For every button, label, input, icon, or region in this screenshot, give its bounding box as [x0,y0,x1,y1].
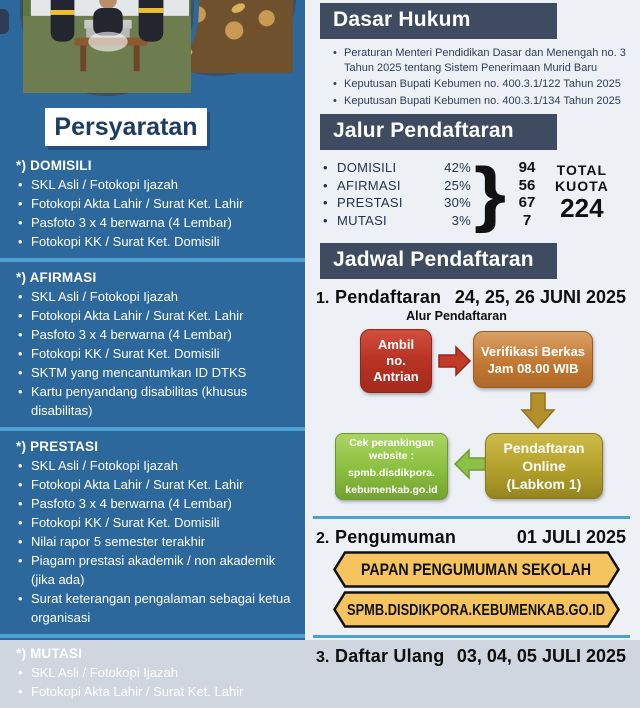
website-banner [333,591,620,628]
law-item: • Peraturan Menteri Pendidikan Dasar dan Menengah no. 3 Tahun 2025 tentang Sistem Penerimaan Murid Baru [333,46,630,75]
jalur-row [323,159,471,177]
requirement-item: • Nilai rapor 5 semester terakhir [16,532,297,551]
requirements-list [0,150,305,708]
step-label: Pengumuman [335,527,457,547]
bullet-dot: • [323,212,328,228]
jalur-label: AFIRMASI [337,177,401,193]
requirement-section [0,427,305,634]
arrow-down-icon [520,392,556,430]
divider-line [313,635,630,638]
section-items [16,175,297,251]
schedule-step-1 [316,287,630,308]
jadwal-heading: Jadwal Pendaftaran [320,243,557,279]
left-column [0,0,305,699]
requirement-item: • Pasfoto 3 x 4 berwarna (4 Lembar) [16,325,297,344]
jalur-label: DOMISILI [337,160,397,175]
corner-decoration [0,9,9,34]
jalur-row [323,177,471,195]
requirement-item: • Fotokopi Akta Lahir / Surat Ket. Lahir [16,194,297,213]
step-number: 1. [316,290,330,307]
jalur-count: 7 [522,211,532,229]
right-column [305,0,640,666]
requirement-item: • Fotokopi KK / Surat Ket. Domisili [16,344,297,363]
jalur-label: MUTASI [337,212,387,228]
section-header: *) AFIRMASI [16,270,97,285]
flow-box-cek-perankingan [335,433,448,500]
dasar-hukum-heading: Dasar Hukum [320,3,557,39]
divider-line [313,516,630,519]
jalur-percent: 3% [451,212,471,228]
legal-basis-list [313,46,630,108]
jalur-count: 67 [518,194,536,211]
total-label: TOTAL [556,162,608,178]
flow-website-text: kebumenkab.go.id [345,483,438,496]
requirement-item: • Fotokopi KK / Surat Ket. Domisili [16,513,297,532]
brace-glyph: } [473,154,507,234]
requirement-item: • Kartu penyandang disabilitas (khusus disabilitas) [16,382,297,420]
section-items [16,456,297,627]
persyaratan-title: Persyaratan [54,112,198,141]
jalur-count: 94 [518,159,536,176]
arrow-left-icon [453,449,487,479]
bullet-dot: • [323,177,328,193]
step-number: 2. [316,530,330,547]
law-item: • Keputusan Bupati Kebumen no. 400.3.1/134 Tahun 2025 [333,94,630,109]
quota-counts [509,159,545,229]
total-kuota [555,159,609,221]
step-date: 03, 04, 05 JULI 2025 [456,646,626,666]
requirement-item: • SKL Asli / Fotokopi Ijazah [16,175,297,194]
flow-box-pendaftaran-online [485,433,603,499]
requirement-item: • SKTM yang mencantumkan ID DTKS [16,363,297,382]
flow-text: Pendaftaran [503,440,585,456]
jalur-percent: 25% [444,177,471,193]
persyaratan-title-box [45,108,207,146]
jalur-row [323,194,471,212]
alur-pendaftaran-title: Alur Pendaftaran [406,309,507,323]
banner-text: SPMB.DISDIKPORA.KEBUMENKAB.GO.ID [347,602,605,619]
law-item: • Keputusan Bupati Kebumen no. 400.3.1/122 Tahun 2025 [333,77,630,92]
flow-box-ambil-antrian [360,329,432,393]
requirement-item: • Fotokopi Akta Lahir / Surat Ket. Lahir [16,475,297,494]
requirement-item: • Surat keterangan pengalaman sebagai ketua organisasi [16,589,297,627]
section-header: *) DOMISILI [16,158,92,173]
quota-table [323,154,630,234]
requirement-item: • Piagam prestasi akademik / non akademik (jika ada) [16,551,297,589]
flow-text: Online [522,458,566,474]
jalur-count: 56 [518,176,536,194]
section-header: *) MUTASI [16,646,83,661]
flow-text: Cek perankingan [349,436,434,449]
banner-text: PAPAN PENGUMUMAN SEKOLAH [361,560,591,579]
section-header: *) PRESTASI [16,439,99,454]
jalur-label: PRESTASI [337,195,403,210]
requirement-item: • Fotokopi KK / Surat Ket. Domisili [16,232,297,251]
flow-text: Ambil [377,337,415,352]
requirement-item: • Pasfoto 3 x 4 berwarna (4 Lembar) [16,494,297,513]
step-label: Daftar Ulang [335,646,445,666]
flow-box-verifikasi-berkas [473,331,593,388]
arrow-right-icon [438,346,472,376]
section-items [16,287,297,420]
section-items [16,663,297,701]
step-number: 3. [316,649,330,666]
requirement-section [0,258,305,427]
bullet-dot: • [323,195,328,210]
schedule-step-3 [316,646,630,667]
flow-website-text: spmb.disdikpora. [348,466,435,479]
silat-demo-photo [20,0,194,96]
requirement-item: • Fotokopi Akta Lahir / Surat Ket. Lahir [16,682,297,701]
requirement-item: • SKL Asli / Fotokopi Ijazah [16,663,297,682]
flow-text: Verifikasi Berkas [480,343,586,359]
requirement-item: • Fotokopi Akta Lahir / Surat Ket. Lahir [16,306,297,325]
requirement-item: • SKL Asli / Fotokopi Ijazah [16,456,297,475]
flow-text: (Labkom 1) [506,476,582,492]
flow-text: website : [369,449,414,462]
flow-text: no. [386,353,406,368]
requirement-section [0,634,305,708]
flow-text: Jam 08.00 WIB [487,360,579,376]
step-date: 01 JULI 2025 [516,527,626,547]
requirement-section [0,150,305,258]
kuota-label: KUOTA [555,178,609,194]
total-kuota-value: 224 [560,193,604,223]
registration-flowchart [313,323,630,509]
jalur-row [323,212,471,230]
jalur-percent: 42% [444,160,471,175]
requirement-item: • SKL Asli / Fotokopi Ijazah [16,287,297,306]
jalur-percent: 30% [444,195,471,210]
jalur-heading: Jalur Pendaftaran [320,114,557,150]
step-date: 24, 25, 26 JUNI 2025 [454,287,626,307]
step-label: Pendaftaran [335,287,442,307]
announcement-banner [333,551,620,588]
requirement-item: • Pasfoto 3 x 4 berwarna (4 Lembar) [16,213,297,232]
photo-strip [0,0,305,98]
flow-text: Antrian [373,369,419,384]
bullet-dot: • [323,160,328,175]
schedule-step-2 [316,527,630,548]
